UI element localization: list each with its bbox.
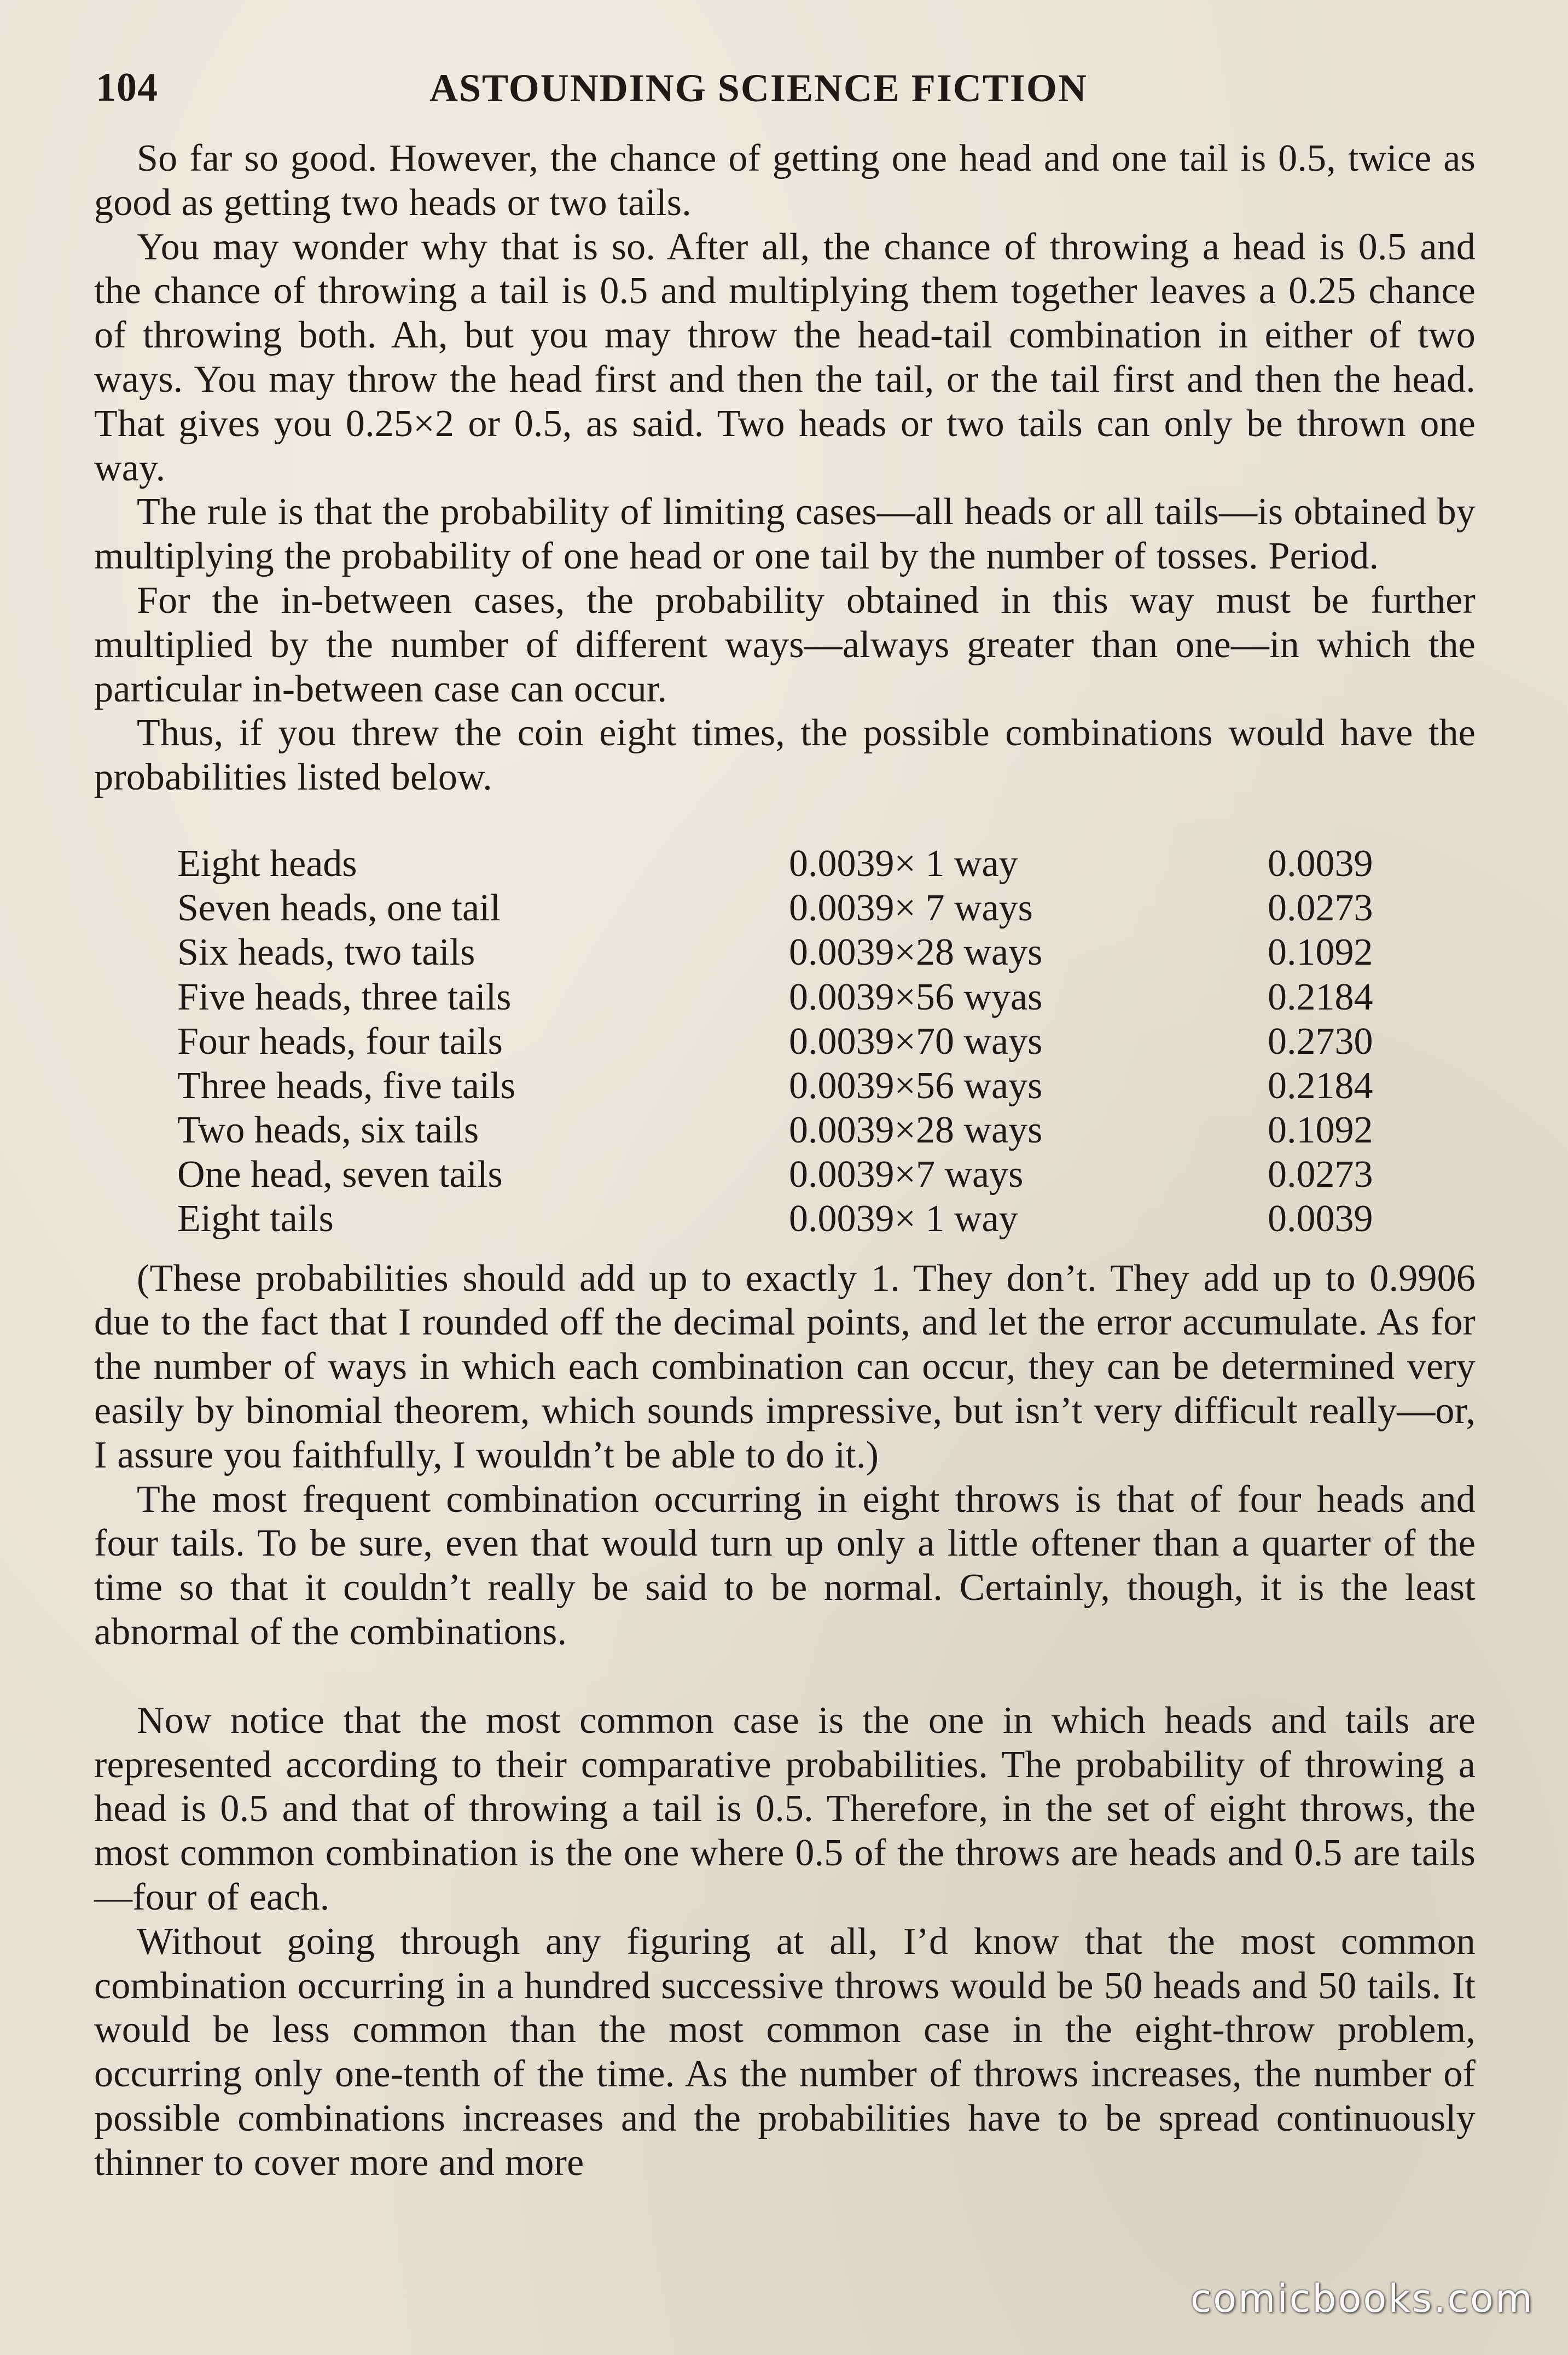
calculation-cell: 0.0039× 1 way	[789, 842, 1018, 885]
table-row	[94, 930, 1476, 975]
outcome-cell: Seven heads, one tail	[177, 887, 501, 930]
outcome-cell: Eight heads	[177, 842, 357, 885]
table-row	[94, 1108, 1476, 1152]
paragraph: Now notice that the most common case is the one in which heads and tails are represented according to their comparative probabilities. The probability of throwing a head is 0.5 and that of throwing a tail is 0.5. Therefore, in the set of eight throws, the most common combination is the one where 0.5 of the throws are heads and 0.5 are tails—four of each.	[94, 1699, 1476, 1918]
paragraph: The rule is that the probability of limiting cases—all heads or all tails—is obtained by multiplying the probability of one head or one tail by the number of tosses. Period.	[94, 491, 1476, 578]
table-row	[94, 1197, 1476, 1241]
outcome-cell: Six heads, two tails	[177, 931, 475, 974]
page-header	[96, 65, 1472, 119]
outcome-cell: Four heads, four tails	[177, 1020, 503, 1063]
probability-cell: 0.0273	[1268, 887, 1373, 930]
probability-cell: 0.0039	[1268, 842, 1373, 885]
outcome-cell: Five heads, three tails	[177, 976, 512, 1018]
table-row	[94, 1064, 1476, 1108]
table-row	[94, 975, 1476, 1019]
probability-cell: 0.0039	[1268, 1198, 1373, 1240]
calculation-cell: 0.0039×56 wyas	[789, 976, 1043, 1018]
probability-cell: 0.2184	[1268, 976, 1373, 1018]
table-row	[94, 842, 1476, 886]
probability-cell: 0.1092	[1268, 931, 1373, 974]
probability-cell: 0.2730	[1268, 1020, 1373, 1063]
body-text	[94, 137, 1476, 2185]
calculation-cell: 0.0039×56 ways	[789, 1064, 1043, 1107]
page-number: 104	[96, 65, 158, 110]
paragraph: For the in-between cases, the probability obtained in this way must be further multiplied by the number of different ways—always greater than one—in which the particular in-between case can occur.	[94, 579, 1476, 710]
paragraph: The most frequent combination occurring in eight throws is that of four heads and four tails. To be sure, even that would turn up only a little oftener than a quarter of the time so that it couldn’t really be said to be normal. Certainly, though, it is the least abnormal of the combinations.	[94, 1478, 1476, 1654]
table-row	[94, 1019, 1476, 1064]
outcome-cell: One head, seven tails	[177, 1153, 503, 1196]
calculation-cell: 0.0039×28 ways	[789, 1109, 1043, 1152]
section-break	[94, 1655, 1476, 1699]
probability-cell: 0.1092	[1268, 1109, 1373, 1152]
calculation-cell: 0.0039× 7 ways	[789, 887, 1033, 930]
outcome-cell: Eight tails	[177, 1198, 334, 1240]
paragraph: You may wonder why that is so. After all, the chance of throwing a head is 0.5 and the chance of throwing a tail is 0.5 and multiplying them together leaves a 0.25 chance of throwing both. Ah, but you may throw the head-tail combination in either of two ways. You may throw the head first and then the tail, or the tail first and then the head. That gives you 0.25×2 or 0.5, as said. Two heads or two tails can only be thrown one way.	[94, 225, 1476, 489]
outcome-cell: Three heads, five tails	[177, 1064, 516, 1107]
probability-cell: 0.2184	[1268, 1064, 1373, 1107]
paragraph: (These probabilities should add up to exactly 1. They don’t. They add up to 0.9906 due to the fact that I rounded off the decimal points, and let the error accumulate. As for the number of ways in which each combination can occur, they can be determined very easily by binomial theorem, which sounds impressive, but isn’t very difficult really—or, I assure you faithfully, I wouldn’t be able to do it.)	[94, 1257, 1476, 1476]
paragraph: Thus, if you threw the coin eight times, the possible combinations would have the probabilities listed below.	[94, 712, 1476, 799]
calculation-cell: 0.0039×70 ways	[789, 1020, 1043, 1063]
probability-table	[94, 842, 1476, 1242]
outcome-cell: Two heads, six tails	[177, 1109, 479, 1152]
table-row	[94, 1152, 1476, 1197]
calculation-cell: 0.0039× 1 way	[789, 1198, 1018, 1240]
paragraph: Without going through any figuring at all, I’d know that the most common combination occurring in a hundred successive throws would be 50 heads and 50 tails. It would be less common than the most common case in the eight-throw problem, occurring only one-tenth of the time. As the number of throws increases, the number of possible combinations increases and the probabilities have to be spread continuously thinner to cover more and more	[94, 1920, 1476, 2184]
calculation-cell: 0.0039×28 ways	[789, 931, 1043, 974]
paragraph: So far so good. However, the chance of getting one head and one tail is 0.5, twice as good as getting two heads or two tails.	[94, 137, 1476, 224]
probability-cell: 0.0273	[1268, 1153, 1373, 1196]
site-watermark: comicbooks.com	[1190, 2276, 1534, 2321]
calculation-cell: 0.0039×7 ways	[789, 1153, 1024, 1196]
running-title: ASTOUNDING SCIENCE FICTION	[429, 66, 1088, 110]
table-row	[94, 886, 1476, 930]
